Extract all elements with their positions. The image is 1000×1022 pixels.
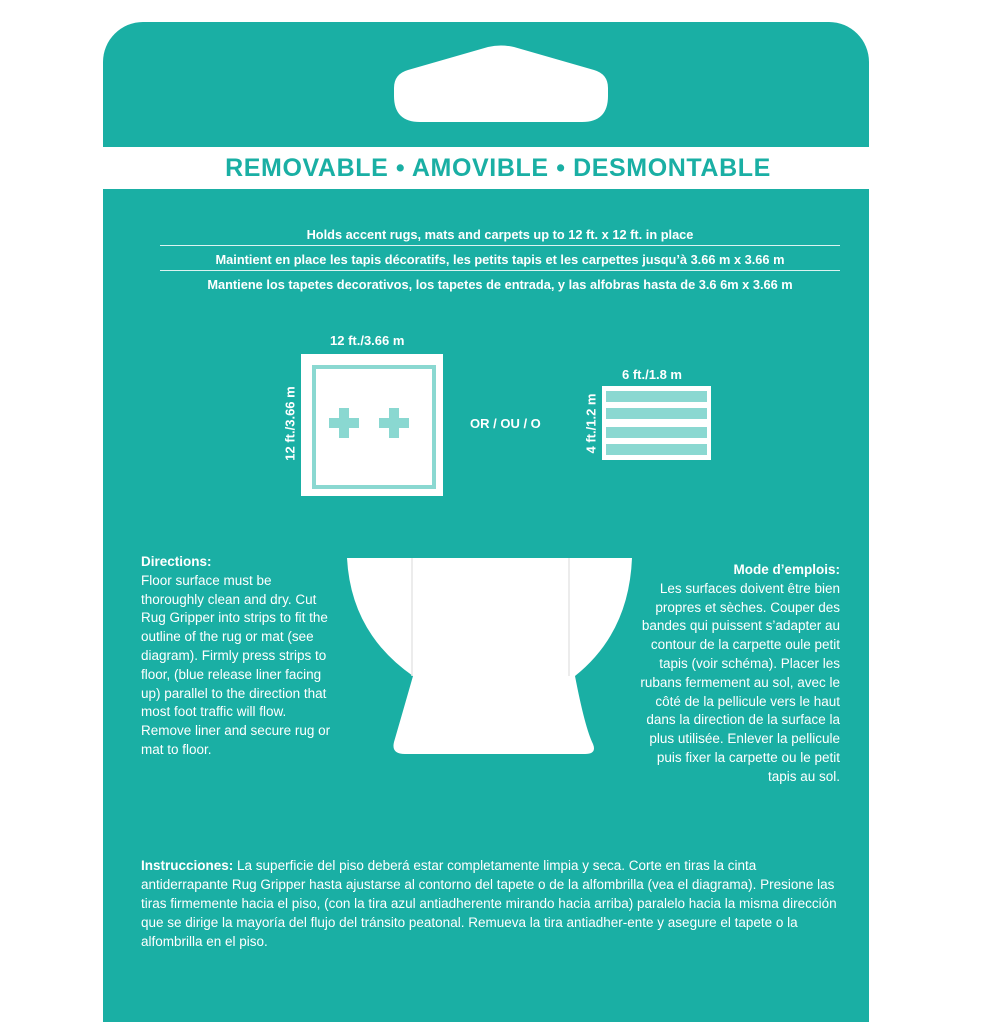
mode-emplois-section xyxy=(627,561,840,787)
mode-heading: Mode d’emplois: xyxy=(733,562,840,577)
removable-banner xyxy=(90,147,906,189)
banner-text: REMOVABLE • AMOVIBLE • DESMONTABLE xyxy=(225,153,771,182)
tape-window xyxy=(347,558,632,758)
directions-heading: Directions: xyxy=(141,554,212,569)
large-width-label: 12 ft./3.66 m xyxy=(330,333,405,348)
small-height-label: 4 ft./1.2 m xyxy=(583,393,599,454)
instrucciones-heading: Instrucciones: xyxy=(141,858,234,873)
small-rug-diagram xyxy=(602,386,711,460)
directions-body: Floor surface must be thoroughly clean and dry. Cut Rug Gripper into strips to fit the outline of the rug or mat (see diagram). Firmly press strips to floor, (blue release liner facing up) parallel to the direction that most foot traffic will flow. Remove liner and secure rug or mat to floor. xyxy=(141,572,331,757)
holds-text-fr: Maintient en place les tapis décoratifs, les petits tapis et les carpettes jusqu’à 3.66 m x 3.66 m xyxy=(160,252,840,271)
instrucciones-body: La superficie del piso deberá estar completamente limpia y seca. Corte en tiras la cinta antiderrapante Rug Gripper hasta ajustarse al contorno del tapete o de la alfombrilla (vea el diagrama). Presione las tiras firmemente hacia el piso, (con la tira azul antiadherente mirando hacia arriba) paralelo hacia la misma dirección que se dirige la mayoría del flujo del tránsito peatonal. Remueva la tira antiadher-ente y asegure el tapete o la alfombrilla en el piso. xyxy=(141,858,837,949)
large-rug-diagram xyxy=(301,354,443,496)
rug-outline-strip xyxy=(312,365,436,489)
directions-section xyxy=(141,553,336,760)
strip xyxy=(606,444,707,455)
plus-icon xyxy=(379,408,409,438)
large-height-label: 12 ft./3.66 m xyxy=(282,386,298,461)
mode-body: Les surfaces doivent être bien propres et sèches. Couper des bandes qui puissent s’adapter au contour de la carpette oule petit tapis (voir schéma). Placer les rubans fermement au sol, avec le côté de la pellicule vers le haut dans la direction de la surface la plus utilisée. Enlever la pellicule puis fixer la carpette ou le petit tapis au sol. xyxy=(640,580,840,784)
strip xyxy=(606,408,707,419)
small-width-label: 6 ft./1.8 m xyxy=(622,367,682,382)
hang-hole xyxy=(390,44,612,122)
plus-icon xyxy=(329,408,359,438)
holds-text-en: Holds accent rugs, mats and carpets up to 12 ft. x 12 ft. in place xyxy=(160,227,840,246)
strip xyxy=(606,427,707,438)
or-label: OR / OU / O xyxy=(470,416,541,431)
strip xyxy=(606,391,707,402)
instrucciones-section xyxy=(141,856,841,951)
holds-text-es: Mantiene los tapetes decorativos, los tapetes de entrada, y las alfobras hasta de 3.6 6m x 3.66 m xyxy=(207,277,793,292)
